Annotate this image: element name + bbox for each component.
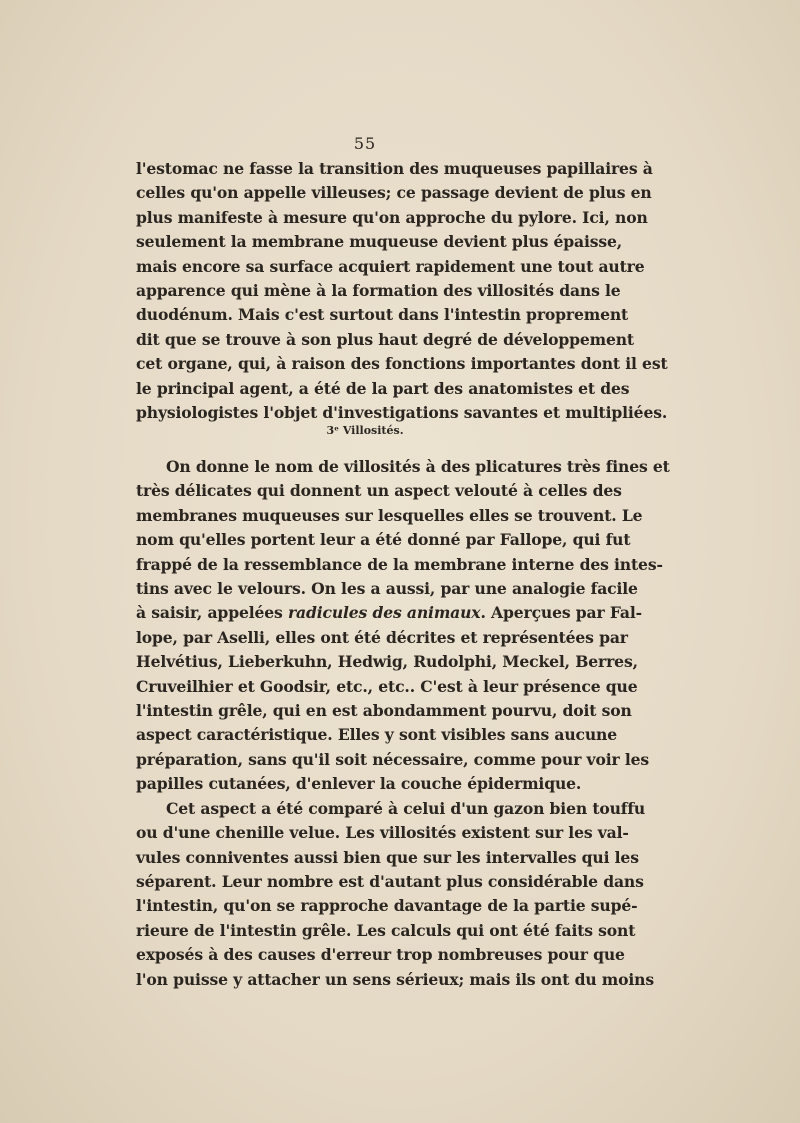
text-line: frappé de la ressemblance de la membrane interne des intes- [136, 554, 663, 574]
text-line: cet organe, qui, à raison des fonctions importantes dont il est [136, 354, 668, 374]
text-line: rieure de l'intestin grêle. Les calculs qui ont été faits sont [136, 920, 636, 940]
text-line: membranes muqueuses sur lesquelles elles se trouvent. Le [136, 505, 643, 525]
text-line: le principal agent, a été de la part des anatomistes et des [136, 378, 630, 398]
text-line: plus manifeste à mesure qu'on approche du pylore. Ici, non [136, 207, 648, 227]
text-line: lope, par Aselli, elles ont été décrites et représentées par [136, 627, 628, 647]
text-line: l'estomac ne fasse la transition des muqueuses papillaires à [136, 159, 653, 178]
text-line: celles qu'on appelle villeuses; ce passage devient de plus en [136, 183, 652, 203]
text-line: l'intestin, qu'on se rapproche davantage de la partie supé- [136, 896, 638, 916]
text-line: Cruveilhier et Goodsir, etc., etc.. C'est à leur présence que [136, 676, 638, 696]
text-line: exposés à des causes d'erreur trop nombreuses pour que [136, 945, 625, 965]
text-line: On donne le nom de villosités à des plicatures très fines et [166, 457, 670, 476]
text-line: Helvétius, Lieberkuhn, Hedwig, Rudolphi, Meckel, Berres, [136, 652, 638, 672]
text-line: papilles cutanées, d'enlever la couche épidermique. [136, 774, 582, 794]
text-line: aspect caractéristique. Elles y sont visibles sans aucune [136, 725, 617, 745]
text-line: l'on puisse y attacher un sens sérieux; mais ils ont du moins [136, 969, 654, 989]
text-line: préparation, sans qu'il soit nécessaire, comme pour voir les [136, 749, 649, 769]
text-line: tins avec le velours. On les a aussi, par une analogie facile [136, 579, 638, 599]
text-line: séparent. Leur nombre est d'autant plus considérable dans [136, 871, 644, 891]
text-segment: . Aperçues par Fal- [480, 603, 642, 623]
italic-term: radicules des animaux [287, 603, 481, 623]
paragraph-1 [136, 157, 668, 425]
text-segment: à saisir, appelées [136, 603, 288, 623]
text-line: physiologistes l'objet d'investigations savantes et multipliées. [136, 403, 668, 423]
text-line: apparence qui mène à la formation des villosités dans le [136, 281, 621, 301]
text-line: dit que se trouve à son plus haut degré de développement [136, 329, 634, 349]
paragraph-2-and-3 [136, 455, 670, 992]
text-line: l'intestin grêle, qui en est abondamment pourvu, doit son [136, 701, 632, 721]
text-line: ou d'une chenille velue. Les villosités existent sur les val- [136, 823, 629, 843]
section-heading: 3ᵉ Villosités. [326, 424, 404, 437]
text-line: seulement la membrane muqueuse devient plus épaisse, [136, 232, 623, 252]
text-line: mais encore sa surface acquiert rapidement une tout autre [136, 256, 645, 276]
text-line: Cet aspect a été comparé à celui d'un gazon bien touffu [166, 798, 646, 818]
text-line: vules conniventes aussi bien que sur les intervalles qui les [136, 847, 639, 867]
text-line: très délicates qui donnent un aspect velouté à celles des [136, 481, 622, 501]
page-number: 55 [353, 134, 377, 153]
text-line: nom qu'elles portent leur a été donné par Fallope, qui fut [136, 530, 631, 550]
text-line: duodénum. Mais c'est surtout dans l'intestin proprement [136, 305, 629, 325]
text-line-with-italic [136, 601, 642, 625]
